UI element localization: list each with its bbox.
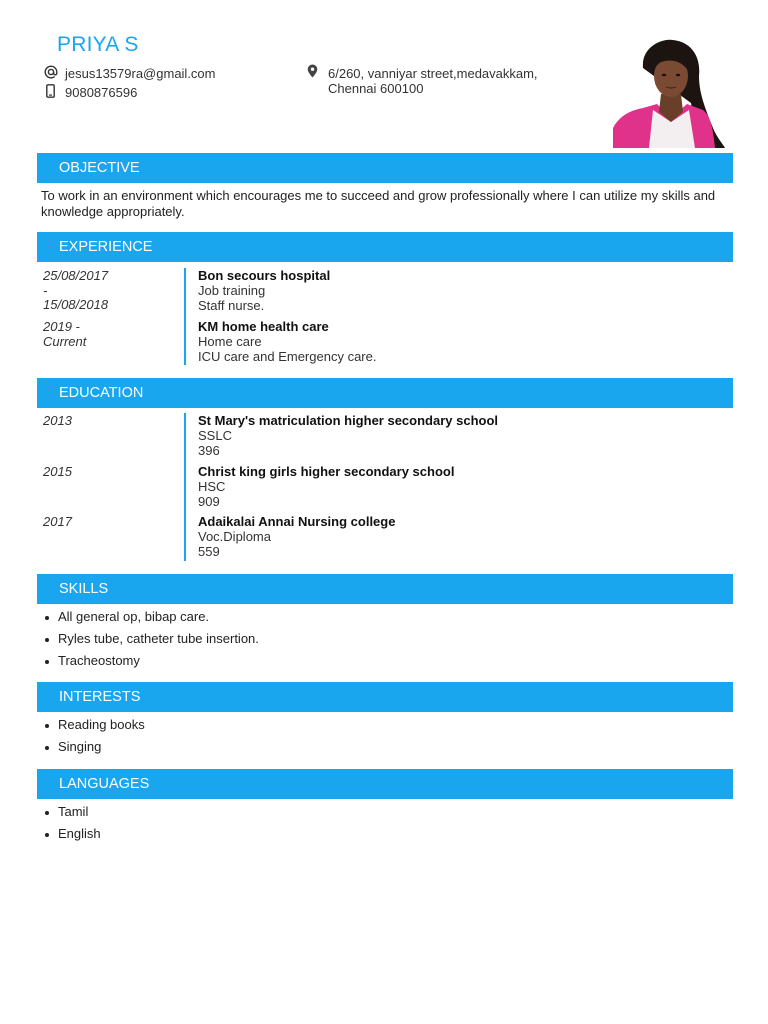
timeline-line <box>184 268 186 365</box>
list-item: Reading books <box>37 718 727 740</box>
experience-role: Job training <box>198 283 266 298</box>
score: 559 <box>198 543 220 559</box>
experience-heading: EXPERIENCE <box>59 239 153 255</box>
experience-date <box>43 320 86 349</box>
education-year: 2015 <box>43 464 72 479</box>
date-end: Current <box>43 333 87 349</box>
interests-list <box>37 718 727 762</box>
at-icon <box>44 65 58 79</box>
list-item: Tracheostomy <box>37 654 727 676</box>
education-heading: EDUCATION <box>59 385 144 401</box>
experience-timeline <box>37 268 733 366</box>
date-separator: - <box>43 282 48 298</box>
skills-heading: SKILLS <box>59 581 109 597</box>
experience-date <box>43 269 108 313</box>
date-end: 15/08/2018 <box>43 297 109 312</box>
education-year: 2013 <box>43 413 72 428</box>
date-start: 25/08/2017 <box>43 268 109 283</box>
education-timeline <box>37 413 733 561</box>
languages-header <box>37 769 733 799</box>
school-name: St Mary's matriculation higher secondary school <box>198 413 499 428</box>
experience-description: ICU care and Emergency care. <box>198 348 377 364</box>
list-item: Tamil <box>37 805 727 827</box>
skills-list <box>37 610 727 676</box>
objective-text: To work in an environment which encourages me to succeed and grow professionally where I can utilize my skills and knowledge appropriately. <box>41 188 716 219</box>
email-text: jesus13579ra@gmail.com <box>65 66 216 81</box>
experience-role: Home care <box>198 334 262 349</box>
list-item: Ryles tube, catheter tube insertion. <box>37 632 727 654</box>
qualification: SSLC <box>198 428 232 443</box>
profile-photo <box>613 38 728 148</box>
school-name: Adaikalai Annai Nursing college <box>198 514 396 529</box>
list-item: English <box>37 827 727 849</box>
candidate-name: PRIYA S <box>57 33 139 56</box>
address-line-1: 6/260, vanniyar street,medavakkam, <box>328 66 538 81</box>
phone-text: 9080876596 <box>65 85 138 100</box>
interests-heading: INTERESTS <box>59 689 141 705</box>
education-year: 2017 <box>43 514 72 529</box>
education-header <box>37 378 733 408</box>
experience-employer: Bon secours hospital <box>198 268 331 283</box>
address <box>328 66 538 96</box>
address-line-2: Chennai 600100 <box>328 81 424 96</box>
skills-header <box>37 574 733 604</box>
languages-heading: LANGUAGES <box>59 776 150 792</box>
interests-header <box>37 682 733 712</box>
location-pin-icon <box>307 64 318 78</box>
experience-header <box>37 232 733 262</box>
qualification: HSC <box>198 479 226 494</box>
objective-header <box>37 153 733 183</box>
list-item: Singing <box>37 740 727 762</box>
score: 396 <box>198 442 220 458</box>
experience-employer: KM home health care <box>198 319 329 334</box>
score: 909 <box>198 493 220 509</box>
school-name: Christ king girls higher secondary school <box>198 464 455 479</box>
phone-icon <box>46 84 55 98</box>
qualification: Voc.Diploma <box>198 529 271 544</box>
experience-description: Staff nurse. <box>198 297 265 313</box>
languages-list <box>37 805 727 849</box>
list-item: All general op, bibap care. <box>37 610 727 632</box>
date-start: 2019 - <box>43 319 80 334</box>
objective-heading: OBJECTIVE <box>59 160 140 176</box>
timeline-line <box>184 413 186 561</box>
